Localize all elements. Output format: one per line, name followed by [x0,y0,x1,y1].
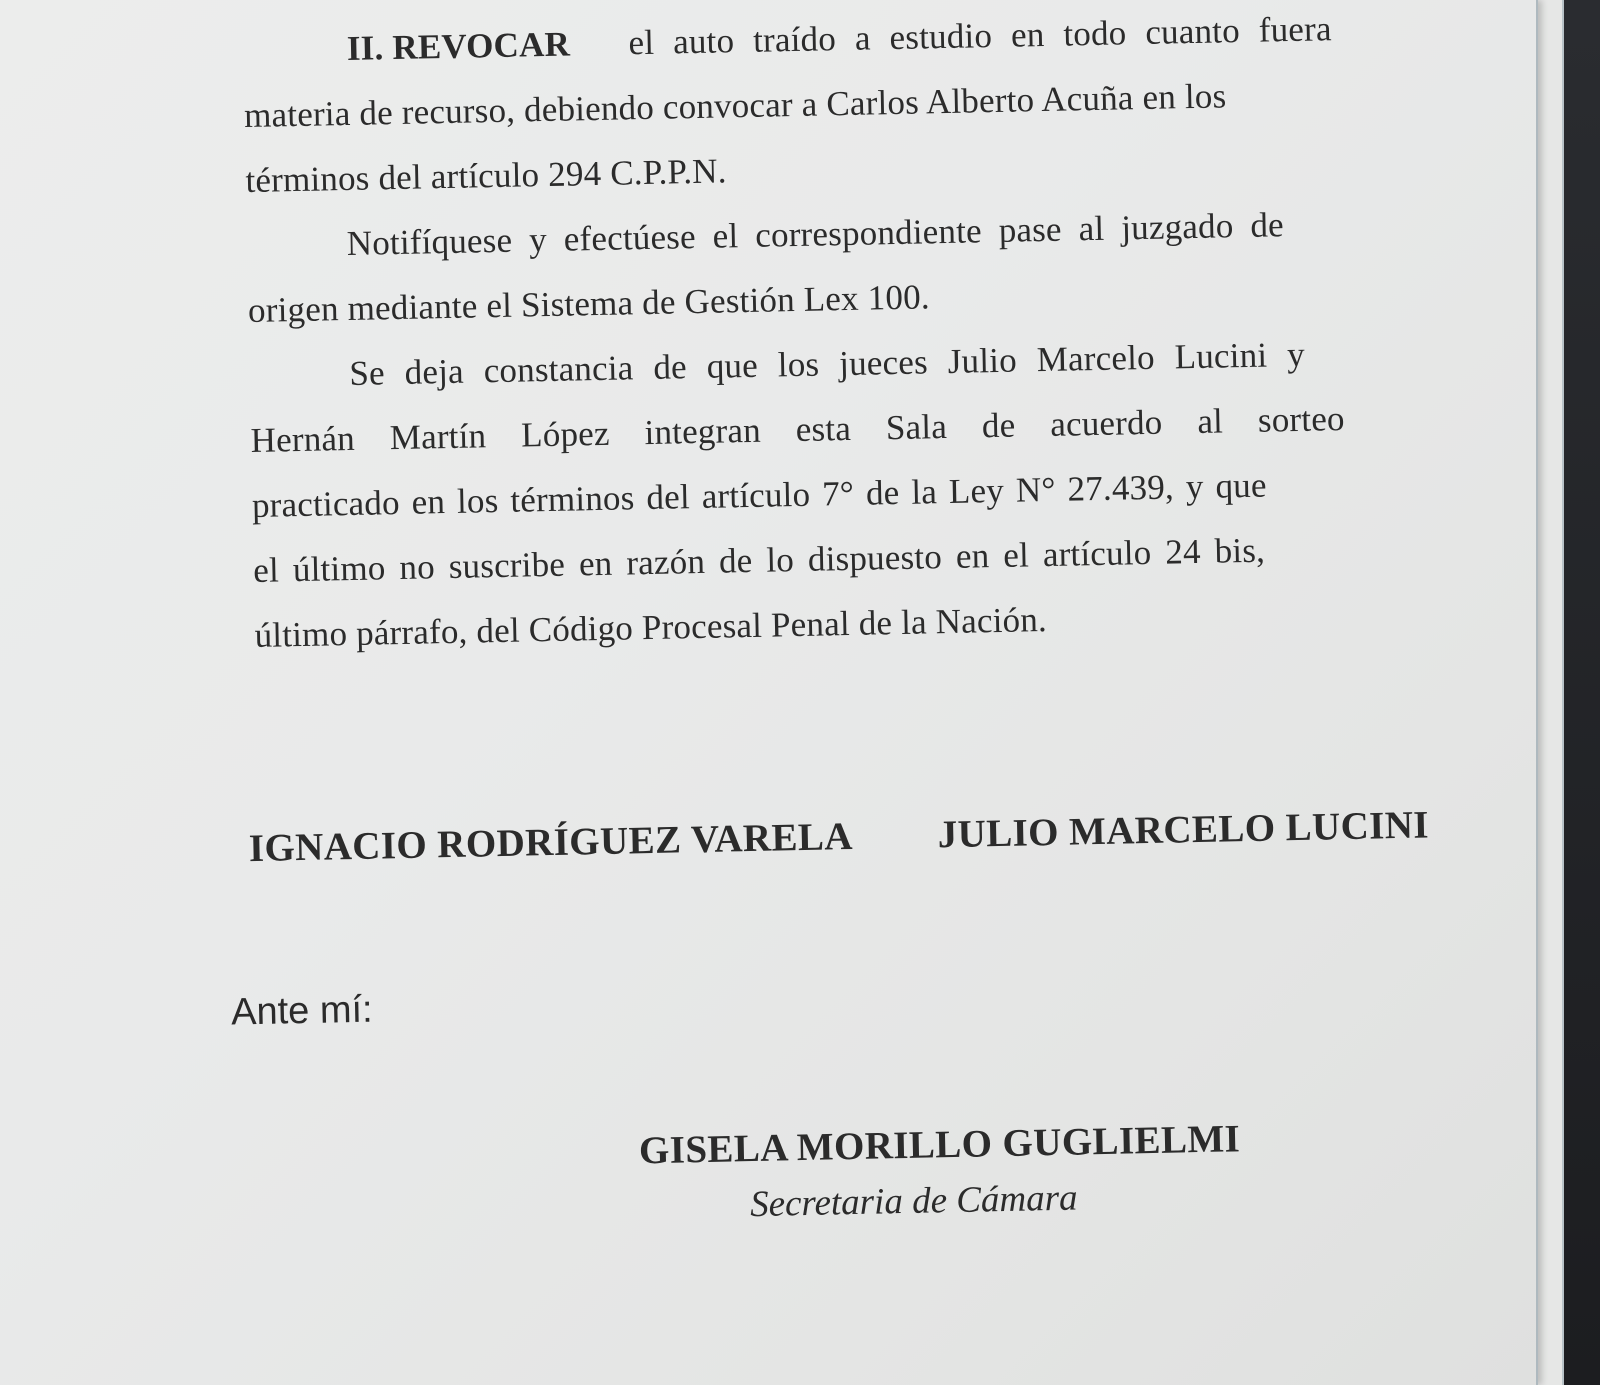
record-line-5: último párrafo, del Código Procesal Penal de la Nación. [254,600,1048,655]
notification-line-2: origen mediante el Sistema de Gestión Lex 100. [247,277,931,330]
ante-label: Ante mí: [230,988,374,1034]
resolution-line-2: materia de recurso, debiendo convocar a Carlos Alberto Acuña en los [243,76,1227,136]
record-line-3: practicado en los términos del artículo 7° de la Ley N° 27.439, y que [251,465,1268,525]
resolution-line-3: términos del artículo 294 C.P.P.N. [245,151,727,201]
notification-line-1: Notifíquese y efectúese el correspondiente pase al juzgado de [346,205,1285,264]
resolution-line-1 [346,9,1332,69]
secretary-name: GISELA MORILLO GUGLIELMI [638,1117,1241,1173]
resolution-item-label: II. [346,28,384,68]
resolution-line-1-text: el auto traído a estudio en todo cuanto fuera [628,9,1333,63]
resolution-keyword: REVOCAR [391,24,571,68]
secretary-title: Secretaria de Cámara [749,1177,1078,1226]
record-line-4: el último no suscribe en razón de lo dispuesto en el artículo 24 bis, [252,530,1266,590]
judge-signature-2: JULIO MARCELO LUCINI [937,803,1430,857]
judge-signature-1: IGNACIO RODRÍGUEZ VARELA [248,814,854,871]
resolution-heading [346,24,570,68]
record-line-2: Hernán Martín López integran esta Sala de acuerdo al sorteo [250,399,1346,460]
record-line-1: Se deja constancia de que los jueces Julio Marcelo Lucini y [348,334,1306,393]
